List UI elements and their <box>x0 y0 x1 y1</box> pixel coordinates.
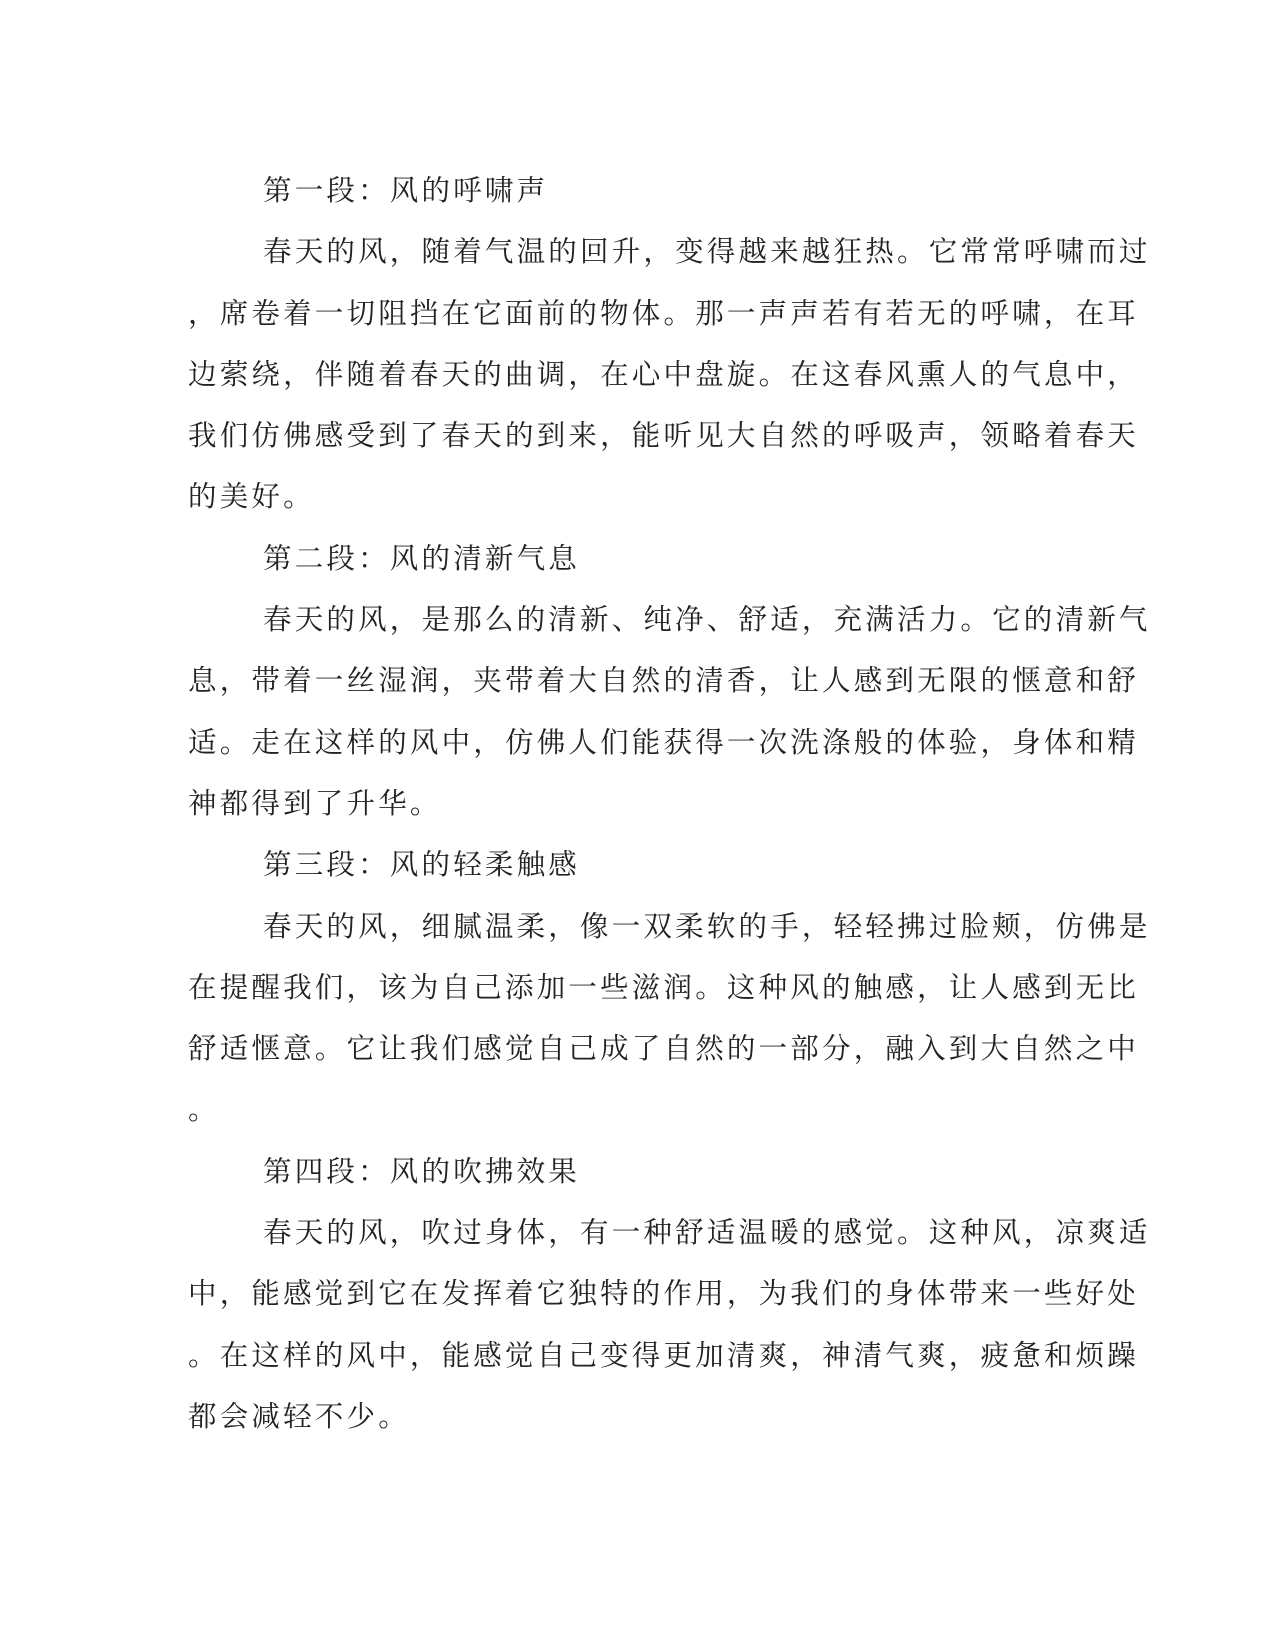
document-body <box>188 160 1151 1447</box>
paragraph-line: 春天的风，是那么的清新、纯净、舒适，充满活力。它的清新气 <box>263 603 1151 637</box>
paragraph-line: 。在这样的风中，能感觉自己变得更加清爽，神清气爽，疲惫和烦躁 <box>188 1338 1140 1372</box>
paragraph-line: 。 <box>188 1093 220 1127</box>
paragraph-line: 的美好。 <box>188 480 315 514</box>
paragraph-line: 春天的风，随着气温的回升，变得越来越狂热。它常常呼啸而过 <box>263 235 1151 269</box>
section-heading-2: 第二段：风的清新气息 <box>263 541 581 575</box>
section-heading-4: 第四段：风的吹拂效果 <box>263 1154 581 1188</box>
paragraph-line: 春天的风，吹过身体，有一种舒适温暖的感觉。这种风，凉爽适 <box>263 1216 1151 1250</box>
paragraph-line: 边萦绕，伴随着春天的曲调，在心中盘旋。在这春风熏人的气息中， <box>188 357 1140 391</box>
paragraph-line: 神都得到了升华。 <box>188 786 442 820</box>
section-heading-1: 第一段：风的呼啸声 <box>263 174 549 207</box>
paragraph-line: 息，带着一丝湿润，夹带着大自然的清香，让人感到无限的惬意和舒 <box>188 664 1140 698</box>
section-heading-3: 第三段：风的轻柔触感 <box>263 848 581 882</box>
paragraph-line: 我们仿佛感受到了春天的到来，能听见大自然的呼吸声，领略着春天 <box>188 419 1140 453</box>
paragraph-line: 都会减轻不少。 <box>188 1399 410 1433</box>
paragraph-line: 舒适惬意。它让我们感觉自己成了自然的一部分，融入到大自然之中 <box>188 1032 1140 1066</box>
paragraph-line: 中，能感觉到它在发挥着它独特的作用，为我们的身体带来一些好处 <box>188 1277 1140 1311</box>
paragraph-line: 适。走在这样的风中，仿佛人们能获得一次洗涤般的体验，身体和精 <box>188 725 1140 759</box>
paragraph-line: 春天的风，细腻温柔，像一双柔软的手，轻轻拂过脸颊，仿佛是 <box>263 909 1151 943</box>
paragraph-line: ，席卷着一切阻挡在它面前的物体。那一声声若有若无的呼啸，在耳 <box>188 296 1140 330</box>
paragraph-line: 在提醒我们，该为自己添加一些滋润。这种风的触感，让人感到无比 <box>188 970 1140 1004</box>
